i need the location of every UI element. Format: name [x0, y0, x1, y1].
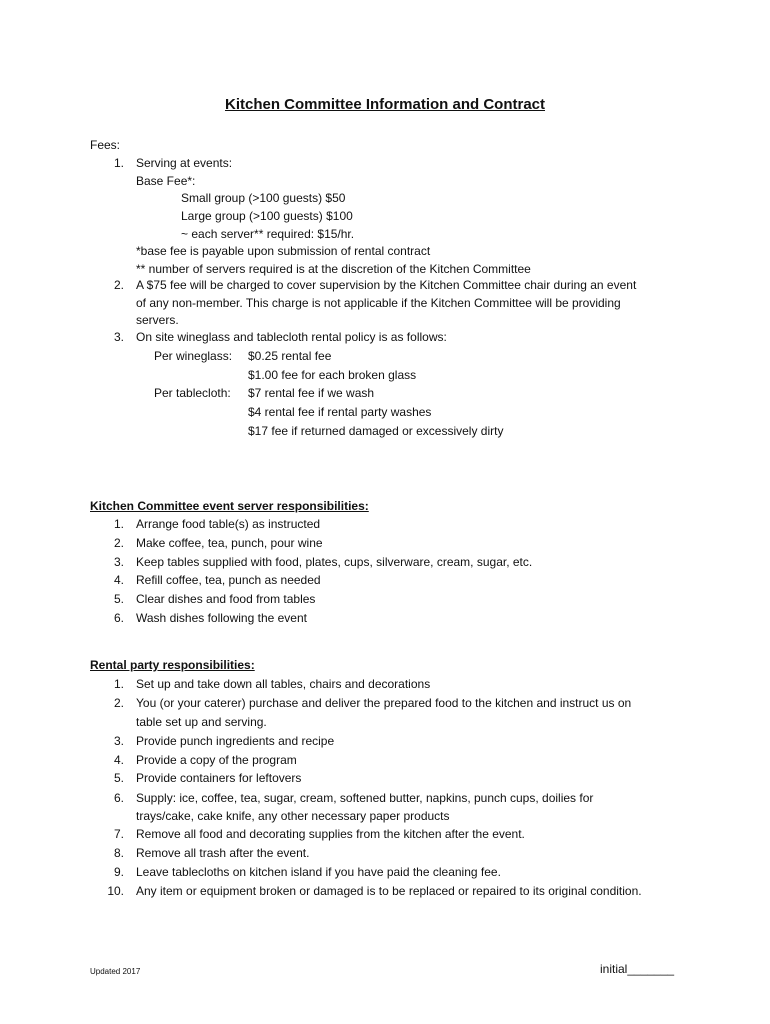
list-number: 7. — [113, 827, 124, 841]
list-item: You (or your caterer) purchase and deliver the prepared food to the kitchen and instruct us on — [136, 696, 632, 710]
fees-label: Fees: — [90, 138, 121, 152]
list-item: Arrange food table(s) as instructed — [136, 517, 321, 531]
page-title: Kitchen Committee Information and Contract — [224, 96, 546, 113]
wineglass-label: Per wineglass: — [154, 349, 233, 363]
supervision-fee-line: A $75 fee will be charged to cover supervision by the Kitchen Committee chair during an event — [136, 278, 637, 292]
list-number: 1. — [113, 156, 124, 170]
list-number: 6. — [113, 791, 124, 805]
server-resp-heading: Kitchen Committee event server responsibilities: — [90, 499, 369, 513]
base-fee-label: Base Fee*: — [136, 174, 196, 188]
tablecloth-label: Per tablecloth: — [154, 386, 231, 400]
initial-field: initial_______ — [600, 962, 675, 976]
fees-item-serving: Serving at events: — [136, 156, 233, 170]
small-group-fee: Small group (>100 guests) $50 — [181, 191, 346, 205]
rental-policy-label: On site wineglass and tablecloth rental policy is as follows: — [136, 330, 447, 344]
list-number: 1. — [113, 517, 124, 531]
list-number: 5. — [113, 771, 124, 785]
tablecloth-fee: $7 rental fee if we wash — [248, 386, 375, 400]
list-number: 3. — [113, 555, 124, 569]
list-item: Provide a copy of the program — [136, 753, 297, 767]
list-number: 2. — [113, 278, 124, 292]
list-number: 4. — [113, 573, 124, 587]
list-number: 10. — [107, 884, 124, 898]
list-item: Provide punch ingredients and recipe — [136, 734, 335, 748]
list-item: Leave tablecloths on kitchen island if you have paid the cleaning fee. — [136, 865, 501, 879]
list-item: Set up and take down all tables, chairs and decorations — [136, 677, 431, 691]
list-item: Clear dishes and food from tables — [136, 592, 316, 606]
list-item-continuation: table set up and serving. — [136, 715, 267, 729]
list-number: 3. — [113, 330, 124, 344]
servers-note: ** number of servers required is at the discretion of the Kitchen Committee — [136, 262, 531, 276]
large-group-fee: Large group (>100 guests) $100 — [181, 209, 353, 223]
tablecloth-fee: $4 rental fee if rental party washes — [248, 405, 432, 419]
list-number: 9. — [113, 865, 124, 879]
list-number: 2. — [113, 536, 124, 550]
list-item: Supply: ice, coffee, tea, sugar, cream, softened butter, napkins, punch cups, doilies for — [136, 791, 594, 805]
list-item: Wash dishes following the event — [136, 611, 307, 625]
list-item: Remove all trash after the event. — [136, 846, 310, 860]
supervision-fee-line: of any non-member. This charge is not applicable if the Kitchen Committee will be providing — [136, 296, 621, 310]
list-item: Keep tables supplied with food, plates, cups, silverware, cream, sugar, etc. — [136, 555, 533, 569]
list-item: Make coffee, tea, punch, pour wine — [136, 536, 323, 550]
list-number: 8. — [113, 846, 124, 860]
list-number: 3. — [113, 734, 124, 748]
list-number: 5. — [113, 592, 124, 606]
wineglass-fee: $1.00 fee for each broken glass — [248, 368, 417, 382]
list-number: 1. — [113, 677, 124, 691]
server-fee: ~ each server** required: $15/hr. — [181, 227, 355, 241]
wineglass-fee: $0.25 rental fee — [248, 349, 332, 363]
list-number: 2. — [113, 696, 124, 710]
list-number: 6. — [113, 611, 124, 625]
list-number: 4. — [113, 753, 124, 767]
rental-resp-heading: Rental party responsibilities: — [90, 658, 255, 672]
base-fee-note: *base fee is payable upon submission of rental contract — [136, 244, 431, 258]
list-item: Refill coffee, tea, punch as needed — [136, 573, 321, 587]
updated-footer: Updated 2017 — [90, 967, 141, 976]
list-item: Any item or equipment broken or damaged is to be replaced or repaired to its original condition. — [136, 884, 642, 898]
list-item: Remove all food and decorating supplies from the kitchen after the event. — [136, 827, 525, 841]
list-item: Provide containers for leftovers — [136, 771, 302, 785]
supervision-fee-line: servers. — [136, 313, 179, 327]
list-item-continuation: trays/cake, cake knife, any other necessary paper products — [136, 809, 450, 823]
tablecloth-fee: $17 fee if returned damaged or excessively dirty — [248, 424, 504, 438]
